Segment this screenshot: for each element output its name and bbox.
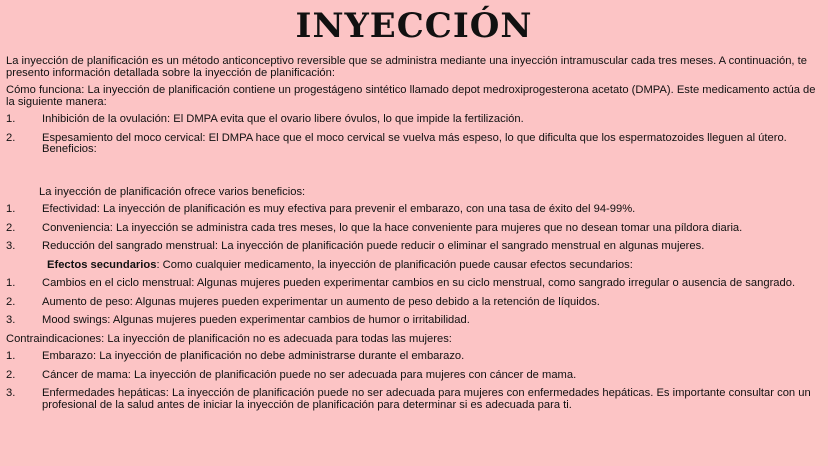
list-item [6,133,818,156]
list-text: Inhibición de la ovulación: El DMPA evita que el ovario libere óvulos, lo que impide la fertilización. [42,113,524,125]
intro-paragraph: La inyección de planificación es un método anticonceptivo reversible que se administra mediante una inyección intramuscular cada tres meses. A continuación, te presento información detallada sobre la inyección de planificación: [6,55,807,79]
list-item [6,297,818,309]
list-number: 2. [6,131,16,144]
list-item [6,315,818,327]
list-item [6,114,818,126]
page-title: INYECCIÓN [295,6,533,46]
list-item [6,351,818,363]
list-number: 1. [6,203,16,215]
side-effects-label: Efectos secundarios [47,258,157,271]
side-effects-intro [6,260,818,272]
list-text: Conveniencia: La inyección se administra cada tres meses, lo que la hace conveniente para mujeres que no desean tomar una píldora diaria. [42,221,743,234]
contraindications-list [6,351,818,411]
list-text: Aumento de peso: Algunas mujeres pueden experimentar un aumento de peso debido a la retención de líquidos. [42,295,600,308]
list-text: Cambios en el ciclo menstrual: Algunas mujeres pueden experimentar cambios en su ciclo menstrual, como sangrado irregular o ausencia de sangrado. [42,277,796,289]
list-item [6,204,818,216]
side-effects-intro-text: : Como cualquier medicamento, la inyección de planificación puede causar efectos secundarios: [156,258,633,271]
benefits-list [6,204,818,253]
list-item [6,241,818,253]
list-text: Mood swings: Algunas mujeres pueden experimentar cambios de humor o irritabilidad. [42,314,470,326]
how-it-works-paragraph: Cómo funciona: La inyección de planificación contiene un progestágeno sintético llamado depot medroxiprogesterona acetato (DMPA). Este medicamento actúa de la siguiente manera: [6,84,816,108]
list-number: 3. [6,314,16,326]
list-text: Reducción del sangrado menstrual: La inyección de planificación puede reducir o eliminar el sangrado menstrual en algunas mujeres. [42,240,705,252]
mechanism-list [6,114,818,156]
list-text: Embarazo: La inyección de planificación no debe administrarse durante el embarazo. [42,350,465,362]
list-number: 3. [6,387,16,399]
document-body [6,56,818,418]
list-number: 1. [6,113,16,125]
list-item [6,278,818,290]
list-number: 2. [6,368,16,381]
list-number: 2. [6,295,16,308]
list-number: 1. [6,350,16,362]
list-number: 2. [6,221,16,234]
list-text: Cáncer de mama: La inyección de planificación puede no ser adecuada para mujeres con cáncer de mama. [42,368,577,381]
side-effects-list [6,278,818,327]
list-item [6,388,818,411]
list-item [6,223,818,235]
list-item [6,370,818,382]
list-text: Enfermedades hepáticas: La inyección de planificación puede no ser adecuada para mujeres con enfermedades hepáticas. Es importante consultar con un profesional de la salud antes de iniciar la inyección de planificación para determinar si es adecuada para ti. [42,387,811,411]
spacer [6,163,818,187]
contraindications-intro: Contraindicaciones: La inyección de planificación no es adecuada para todas las mujeres: [6,332,452,345]
benefits-intro: La inyección de planificación ofrece varios beneficios: [39,185,306,198]
list-text: Efectividad: La inyección de planificación es muy efectiva para prevenir el embarazo, con una tasa de éxito del 94-99%. [42,203,636,215]
list-number: 3. [6,240,16,252]
list-text: Espesamiento del moco cervical: El DMPA hace que el moco cervical se vuelva más espeso, lo que dificulta que los espermatozoides lleguen al útero. Beneficios: [42,131,787,155]
list-number: 1. [6,277,16,289]
